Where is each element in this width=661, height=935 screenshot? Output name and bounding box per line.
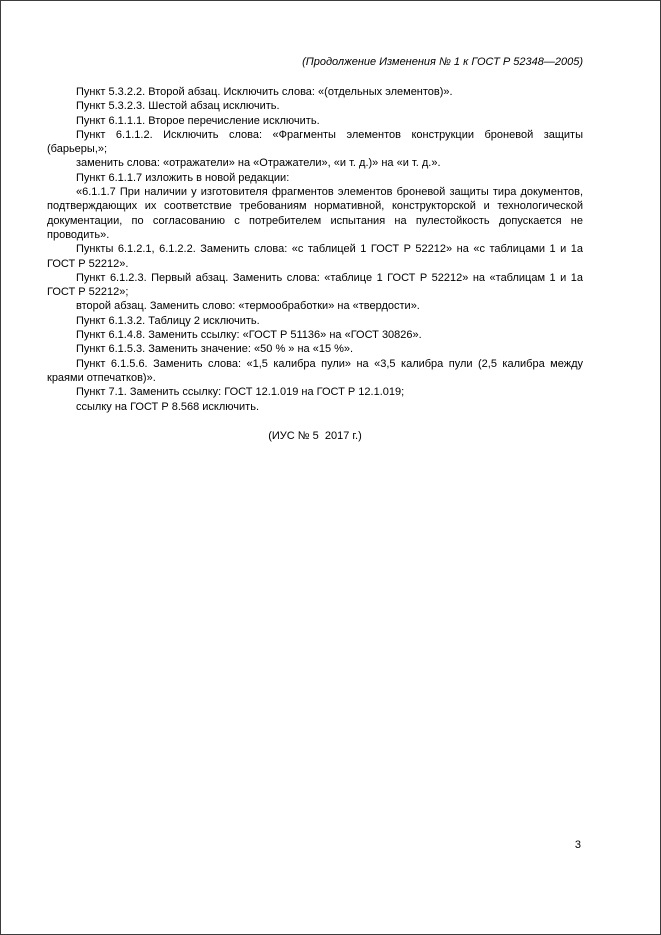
paragraph: Пункт 6.1.1.7 изложить в новой редакции:: [76, 171, 290, 184]
paragraph: Пункт 6.1.5.3. Заменить значение: «50 % » на «15 %».: [76, 343, 354, 356]
issue-note: (ИУС № 5 2017 г.): [268, 429, 362, 442]
paragraph: Пункт 6.1.1.1. Второе перечисление исключить.: [76, 114, 320, 127]
paragraph: Пункт 6.1.1.2. Исключить слова: «Фрагменты элементов конструкции броневой защиты (барьеры,»;: [47, 128, 583, 156]
document-body: [47, 85, 583, 443]
paragraph: Пункт 6.1.4.8. Заменить ссылку: «ГОСТ Р 51136» на «ГОСТ 30826».: [76, 329, 422, 342]
paragraph: Пункт 6.1.5.6. Заменить слова: «1,5 калибра пули» на «3,5 калибра пули (2,5 калибра между краями отпечатков)».: [47, 357, 583, 384]
paragraph-list: [47, 85, 583, 414]
paragraph: заменить слова: «отражатели» на «Отражатели», «и т. д.)» на «и т. д.».: [76, 157, 441, 170]
paragraph: ссылку на ГОСТ Р 8.568 исключить.: [76, 400, 259, 413]
paragraph: Пункты 6.1.2.1, 6.1.2.2. Заменить слова: «с таблицей 1 ГОСТ Р 52212» на «с таблицами 1 и 1а ГОСТ Р 52212».: [47, 243, 583, 270]
paragraph: «6.1.1.7 При наличии у изготовителя фрагментов элементов броневой защиты тира документов, подтверждающих их соответствие требованиям нормативной, конструкторской и технологической документации, по согласованию с потребителем испытания на пулестойкость допускается не проводить».: [47, 186, 583, 241]
paragraph: Пункт 5.3.2.3. Шестой абзац исключить.: [76, 100, 280, 113]
paragraph: Пункт 5.3.2.2. Второй абзац. Исключить слова: «(отдельных элементов)».: [76, 86, 453, 98]
paragraph: второй абзац. Заменить слово: «термообработки» на «твердости».: [76, 300, 420, 313]
running-header: (Продолжение Изменения № 1 к ГОСТ Р 52348—2005): [302, 56, 583, 68]
paragraph: Пункт 6.1.3.2. Таблицу 2 исключить.: [76, 314, 260, 327]
paragraph: Пункт 7.1. Заменить ссылку: ГОСТ 12.1.019 на ГОСТ Р 12.1.019;: [76, 386, 405, 399]
paragraph: Пункт 6.1.2.3. Первый абзац. Заменить слова: «таблице 1 ГОСТ Р 52212» на «таблицам 1 и 1а ГОСТ Р 52212»;: [47, 271, 583, 299]
page-number: 3: [574, 839, 581, 851]
